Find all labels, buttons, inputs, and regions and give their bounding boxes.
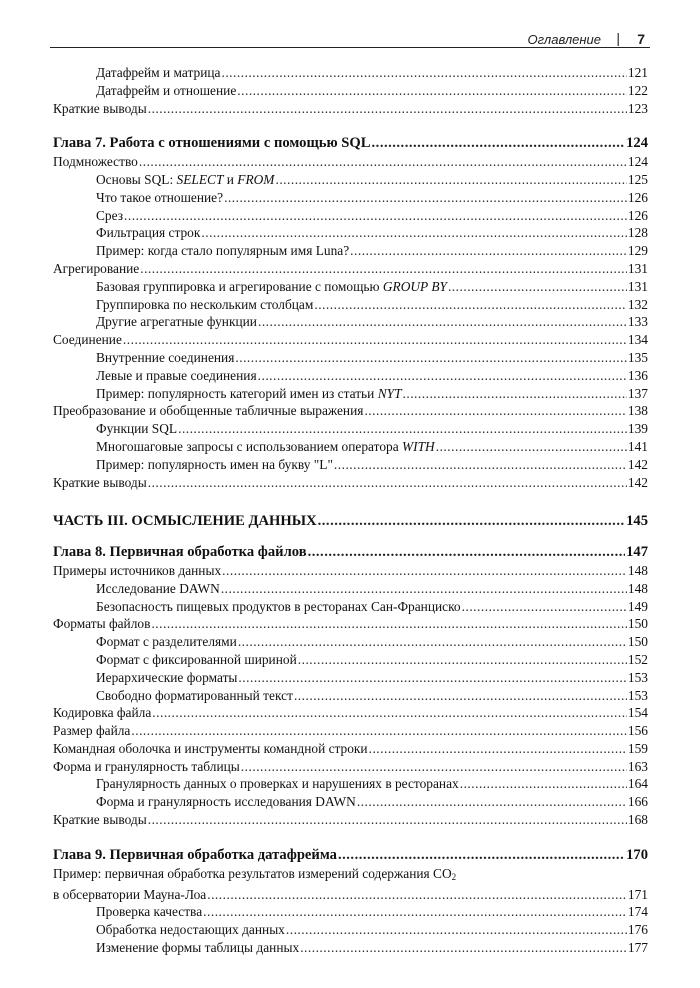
toc-entry[interactable]: Краткие выводы ..... 123 xyxy=(53,100,648,118)
toc-entry[interactable]: Проверка качества ..... 174 xyxy=(53,903,648,921)
toc-entry[interactable]: Форматы файлов ..... 150 xyxy=(53,615,648,633)
header-separator: | xyxy=(616,30,620,46)
toc-entry[interactable]: Основы SQL: SELECT и FROM ..... 125 xyxy=(53,171,648,189)
toc-entry[interactable]: Что такое отношение? ..... 126 xyxy=(53,189,648,207)
toc-entry[interactable]: Исследование DAWN ..... 148 xyxy=(53,580,648,598)
toc-entry[interactable]: Форма и гранулярность таблицы ..... 163 xyxy=(53,758,648,776)
toc-entry[interactable]: Командная оболочка и инструменты командной строки ..... 159 xyxy=(53,740,648,758)
toc-entry[interactable]: Многошаговые запросы с использованием оператора WITH ..... 141 xyxy=(53,438,648,456)
toc-entry[interactable]: Другие агрегатные функции ..... 133 xyxy=(53,313,648,331)
toc-entry[interactable]: Свободно форматированный текст ..... 153 xyxy=(53,687,648,705)
toc-entry[interactable]: Группировка по нескольким столбцам ..... 132 xyxy=(53,296,648,314)
section-title: Оглавление xyxy=(527,32,601,47)
toc-entry[interactable]: Обработка недостающих данных ..... 176 xyxy=(53,921,648,939)
toc-entry[interactable]: Левые и правые соединения ..... 136 xyxy=(53,367,648,385)
toc-entry[interactable]: Внутренние соединения ..... 135 xyxy=(53,349,648,367)
toc-entry-line1[interactable]: Пример: первичная обработка результатов измерений содержания $CO_2$ xyxy=(53,865,457,882)
toc-entry[interactable]: Срез ..... 126 xyxy=(53,207,648,225)
toc-entry[interactable]: Пример: когда стало популярным имя Luna? ..... 129 xyxy=(53,242,648,260)
toc-entry[interactable]: Базовая группировка и агрегирование с помощью GROUP BY ..... 131 xyxy=(53,278,648,296)
header-rule xyxy=(50,47,650,48)
toc-entry[interactable]: Соединение ..... 134 xyxy=(53,331,648,349)
toc-entry[interactable]: Формат с разделителями ..... 150 xyxy=(53,633,648,651)
toc-entry[interactable]: Гранулярность данных о проверках и нарушениях в ресторанах ..... 164 xyxy=(53,775,648,793)
toc-entry[interactable]: Формат с фиксированной шириной ..... 152 xyxy=(53,651,648,669)
toc-entry[interactable]: Пример: популярность категорий имен из статьи NYT ..... 137 xyxy=(53,385,648,403)
toc-chapter[interactable]: Глава 9. Первичная обработка датафрейма ..... 170 xyxy=(53,847,648,865)
toc-entry[interactable]: Агрегирование ..... 131 xyxy=(53,260,648,278)
toc-entry-line2[interactable]: в обсерватории Мауна-Лоа ..... 171 xyxy=(53,886,648,904)
toc-entry[interactable]: Подмножество ..... 124 xyxy=(53,153,648,171)
toc-part[interactable]: ЧАСТЬ III. ОСМЫСЛЕНИЕ ДАННЫХ ..... 145 xyxy=(53,513,648,531)
toc-entry[interactable]: Размер файла ..... 156 xyxy=(53,722,648,740)
toc-entry[interactable]: Примеры источников данных ..... 148 xyxy=(53,562,648,580)
toc-chapter[interactable]: Глава 7. Работа с отношениями с помощью SQL ..... 124 xyxy=(53,135,648,153)
toc-entry[interactable]: Краткие выводы ..... 168 xyxy=(53,811,648,829)
toc-entry[interactable]: Фильтрация строк ..... 128 xyxy=(53,224,648,242)
toc-entry[interactable]: Датафрейм и отношение ..... 122 xyxy=(53,82,648,100)
page-number: 7 xyxy=(637,31,645,47)
toc-entry[interactable]: Преобразование и обобщенные табличные выражения ..... 138 xyxy=(53,402,648,420)
toc-entry[interactable]: Пример: популярность имен на букву "L" ..... 142 xyxy=(53,456,648,474)
toc-entry[interactable]: Краткие выводы ..... 142 xyxy=(53,474,648,492)
toc-entry[interactable]: Форма и гранулярность исследования DAWN ..... 166 xyxy=(53,793,648,811)
toc-entry[interactable]: Иерархические форматы ..... 153 xyxy=(53,669,648,687)
toc-entry[interactable]: Изменение формы таблицы данных ..... 177 xyxy=(53,939,648,957)
toc-entry[interactable]: Датафрейм и матрица ..... 121 xyxy=(53,64,648,82)
toc-entry[interactable]: Функции SQL ..... 139 xyxy=(53,420,648,438)
table-of-contents xyxy=(53,64,648,957)
toc-chapter[interactable]: Глава 8. Первичная обработка файлов ..... 147 xyxy=(53,544,648,562)
toc-entry[interactable]: Кодировка файла ..... 154 xyxy=(53,704,648,722)
toc-entry[interactable]: Безопасность пищевых продуктов в ресторанах Сан-Франциско ..... 149 xyxy=(53,598,648,616)
